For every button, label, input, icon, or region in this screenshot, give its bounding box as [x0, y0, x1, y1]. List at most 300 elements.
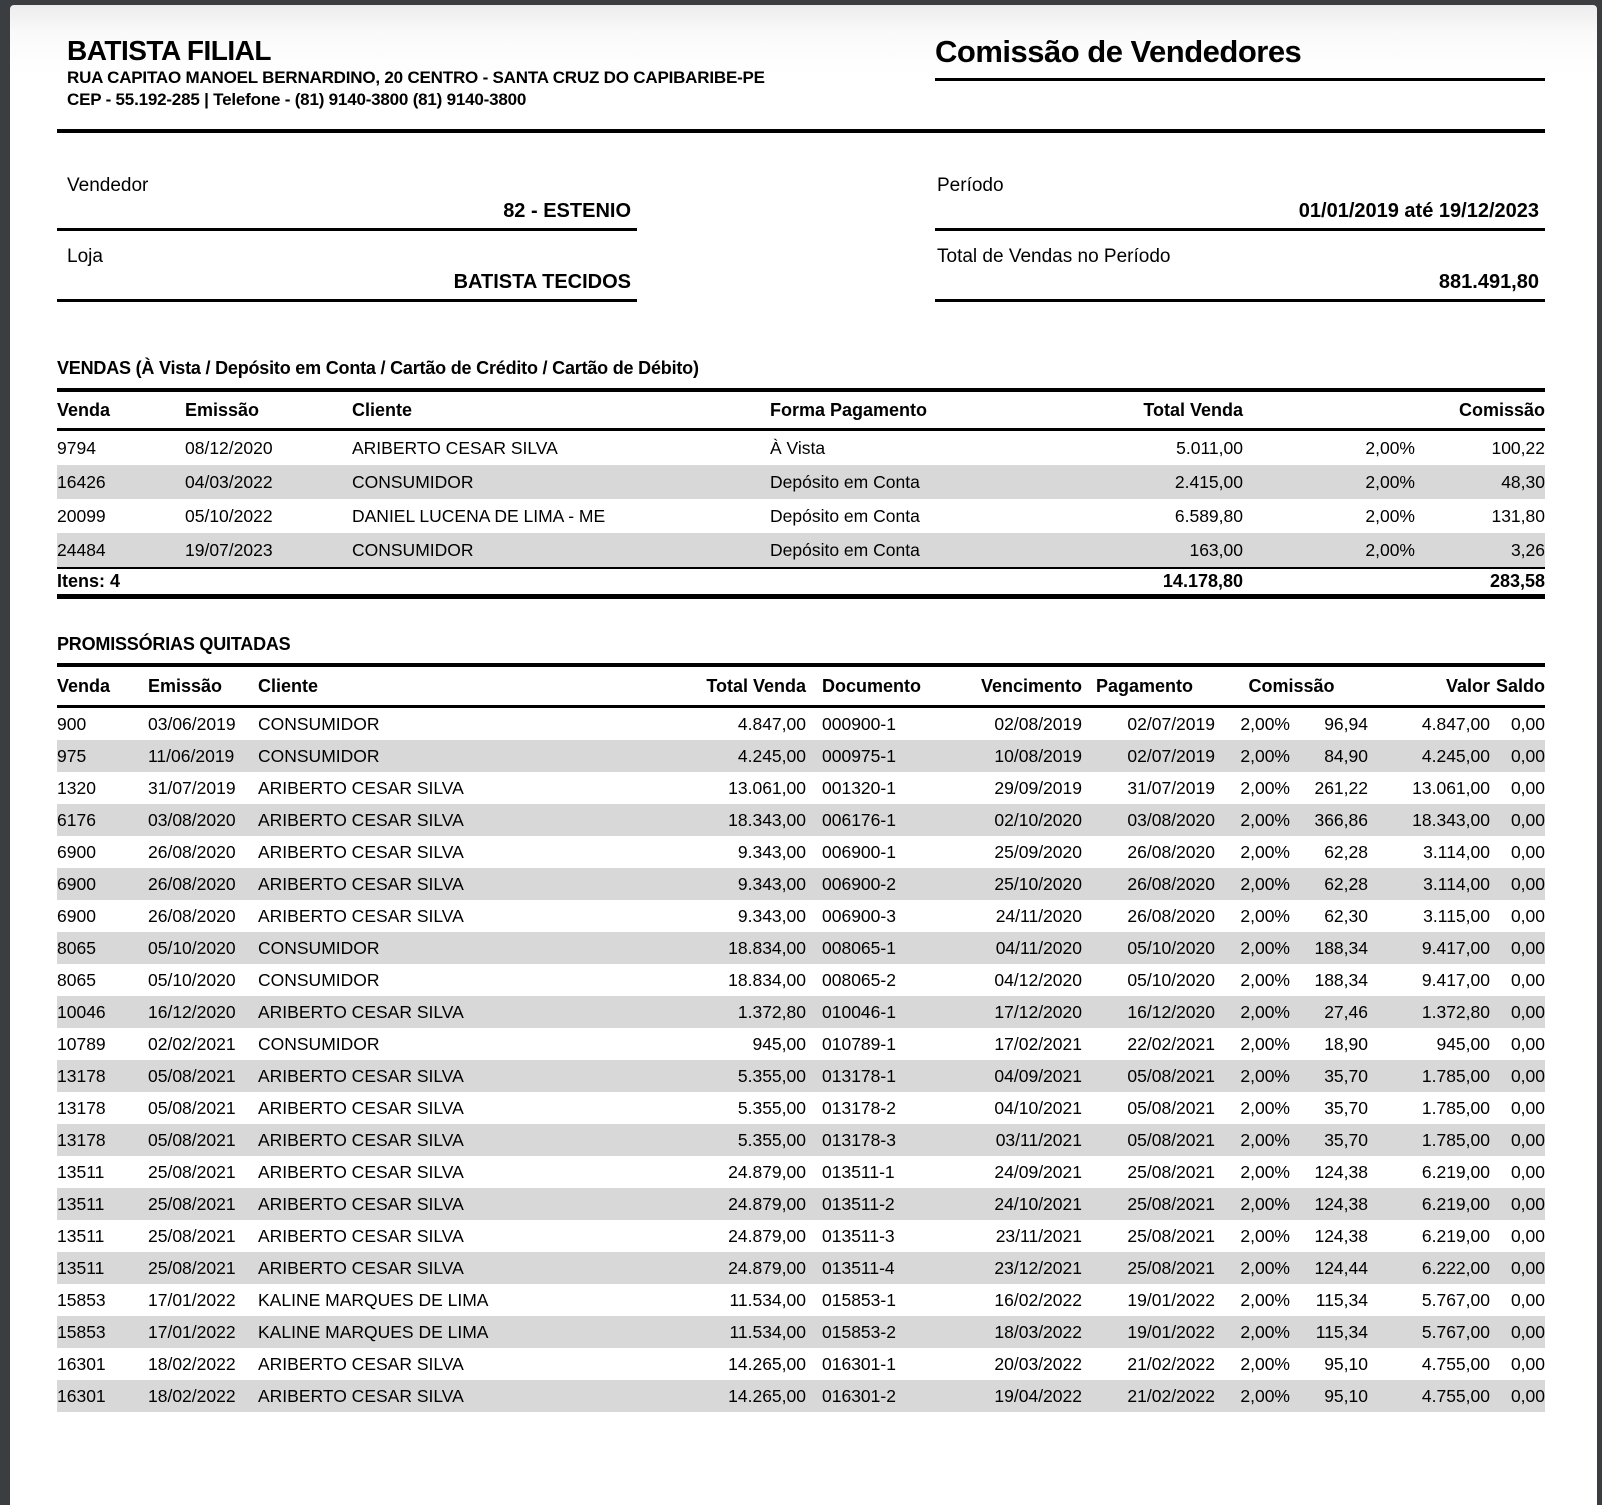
promissoria-row-cell: 2,00%	[1240, 1290, 1290, 1310]
promissoria-row-cell: 2,00%	[1240, 842, 1290, 862]
header-divider	[57, 129, 1545, 133]
promissoria-row-cell: 975	[57, 746, 87, 766]
promissoria-row-cell: 02/08/2019	[994, 714, 1082, 734]
promissoria-row-cell: ARIBERTO CESAR SILVA	[258, 1098, 464, 1118]
promissoria-row-cell: 6176	[57, 810, 96, 830]
promissoria-row-cell: 013511-3	[822, 1226, 895, 1246]
promissoria-row	[57, 772, 1545, 804]
promissoria-row-cell: 2,00%	[1240, 1002, 1290, 1022]
promissoria-row-cell: 006900-1	[822, 842, 896, 862]
promissoria-row	[57, 1348, 1545, 1380]
promissoria-row-cell: 18/02/2022	[148, 1354, 236, 1374]
promissoria-row-cell: 95,10	[1324, 1386, 1368, 1406]
vendas-row-cell: À Vista	[770, 438, 826, 458]
promissoria-row-cell: ARIBERTO CESAR SILVA	[258, 1162, 464, 1182]
total-vendas-label: Total de Vendas no Período	[937, 246, 1171, 267]
promissoria-row-cell: 900	[57, 714, 87, 734]
vendas-row-cell: 6.589,80	[1174, 506, 1243, 526]
promissoria-row-cell: 0,00	[1510, 746, 1545, 766]
promissoria-row-cell: 05/08/2021	[148, 1130, 236, 1150]
promissoria-row-cell: 010789-1	[822, 1034, 896, 1054]
prom-header-vencimento: Vencimento	[980, 675, 1082, 696]
vendas-row-cell: 04/03/2022	[185, 472, 273, 492]
promissoria-row-cell: 18/03/2022	[994, 1322, 1082, 1342]
promissoria-row-cell: 3.115,00	[1423, 906, 1490, 926]
promissoria-row-cell: 2,00%	[1240, 1226, 1290, 1246]
promissoria-row-cell: 1.785,00	[1421, 1130, 1490, 1150]
promissoria-row-cell: 16301	[57, 1386, 106, 1406]
promissoria-row-cell: 17/02/2021	[994, 1034, 1082, 1054]
promissoria-row-cell: 03/08/2020	[148, 810, 236, 830]
promissoria-row-cell: 1320	[57, 778, 96, 798]
promissoria-row-cell: 02/10/2020	[994, 810, 1082, 830]
vendas-row-cell: 2,00%	[1365, 506, 1415, 526]
loja-label: Loja	[67, 246, 103, 267]
promissoria-row-cell: 02/07/2019	[1127, 746, 1215, 766]
promissoria-row-cell: CONSUMIDOR	[258, 746, 380, 766]
promissoria-row-cell: 05/08/2021	[148, 1098, 236, 1118]
promissoria-row-cell: 18.834,00	[728, 938, 806, 958]
report-title: Comissão de Vendedores	[935, 34, 1302, 69]
promissoria-row-cell: 9.417,00	[1421, 970, 1490, 990]
promissoria-row-cell: 24/09/2021	[994, 1162, 1082, 1182]
promissoria-row-cell: 0,00	[1510, 1386, 1545, 1406]
promissoria-row-cell: 000900-1	[822, 714, 896, 734]
promissoria-row-cell: 115,34	[1315, 1290, 1368, 1310]
vendas-bottom-rule	[57, 594, 1545, 599]
vendas-header-forma-pagamento: Forma Pagamento	[770, 399, 928, 420]
vendas-row-cell: Depósito em Conta	[770, 506, 920, 526]
promissoria-row-cell: 17/12/2020	[994, 1002, 1082, 1022]
promissoria-row-cell: 0,00	[1510, 1322, 1545, 1342]
prom-header-cliente: Cliente	[258, 675, 319, 696]
promissoria-row-cell: 115,34	[1315, 1322, 1368, 1342]
promissoria-row-cell: 05/10/2020	[1127, 938, 1215, 958]
report-title-block	[935, 35, 1545, 81]
promissoria-row-cell: 261,22	[1314, 778, 1368, 798]
promissoria-row-cell: 19/04/2022	[994, 1386, 1082, 1406]
promissoria-row-cell: 0,00	[1510, 778, 1545, 798]
promissoria-row-cell: 0,00	[1510, 1290, 1545, 1310]
summary-fields	[57, 170, 1545, 320]
promissoria-row	[57, 996, 1545, 1028]
vendas-section-title: VENDAS (À Vista / Depósito em Conta / Cartão de Crédito / Cartão de Débito)	[57, 358, 699, 378]
vendas-row-cell: 16426	[57, 472, 106, 492]
promissoria-row-cell: 27,46	[1324, 1002, 1368, 1022]
promissoria-row-cell: 31/07/2019	[1127, 778, 1215, 798]
promissoria-row-cell: 96,94	[1324, 714, 1368, 734]
promissoria-row-cell: 0,00	[1510, 906, 1545, 926]
vendas-row-cell: ARIBERTO CESAR SILVA	[352, 438, 558, 458]
promissoria-row-cell: 124,38	[1314, 1162, 1368, 1182]
promissorias-section-title: PROMISSÓRIAS QUITADAS	[57, 634, 291, 654]
vendas-row-cell: CONSUMIDOR	[352, 472, 474, 492]
promissoria-row-cell: 24.879,00	[728, 1226, 806, 1246]
total-vendas-value: 881.491,80	[1438, 271, 1539, 293]
promissoria-row	[57, 1284, 1545, 1316]
promissoria-row-cell: 188,34	[1314, 938, 1368, 958]
promissoria-row-cell: 24.879,00	[728, 1258, 806, 1278]
promissoria-row-cell: 008065-1	[822, 938, 896, 958]
promissoria-row-cell: 18.343,00	[728, 810, 806, 830]
promissoria-row-cell: 2,00%	[1240, 1130, 1290, 1150]
vendas-row-cell: 19/07/2023	[185, 540, 273, 560]
promissoria-row-cell: 16/12/2020	[148, 1002, 236, 1022]
vendas-row-cell: CONSUMIDOR	[352, 540, 474, 560]
loja-underline	[57, 299, 637, 302]
promissoria-row-cell: 03/11/2021	[995, 1130, 1082, 1150]
promissoria-row-cell: 62,28	[1324, 842, 1368, 862]
promissoria-row-cell: 6900	[57, 874, 96, 894]
promissoria-row-cell: 13178	[57, 1066, 106, 1086]
company-name: BATISTA FILIAL	[67, 35, 271, 66]
promissoria-row	[57, 1156, 1545, 1188]
promissoria-row-cell: 366,86	[1314, 810, 1368, 830]
promissoria-row-cell: 25/08/2021	[148, 1226, 236, 1246]
periodo-label: Período	[937, 175, 1004, 196]
prom-header-venda: Venda	[57, 675, 111, 696]
promissoria-row-cell: 006176-1	[822, 810, 896, 830]
promissoria-row-cell: 10046	[57, 1002, 106, 1022]
promissoria-row-cell: 945,00	[1436, 1034, 1490, 1054]
promissoria-row-cell: 0,00	[1510, 1002, 1545, 1022]
promissoria-row-cell: 15853	[57, 1290, 106, 1310]
promissoria-row-cell: 18.834,00	[728, 970, 806, 990]
promissoria-row-cell: 2,00%	[1240, 1066, 1290, 1086]
promissoria-row-cell: 6.219,00	[1421, 1194, 1490, 1214]
promissoria-row-cell: 0,00	[1510, 970, 1545, 990]
promissoria-row	[57, 1028, 1545, 1060]
promissoria-row	[57, 1316, 1545, 1348]
promissoria-row-cell: 14.265,00	[728, 1386, 806, 1406]
promissoria-row-cell: 35,70	[1324, 1098, 1368, 1118]
promissoria-row-cell: 013511-2	[822, 1194, 895, 1214]
promissoria-row-cell: 2,00%	[1240, 778, 1290, 798]
promissoria-row-cell: 24/11/2020	[995, 906, 1082, 926]
report-content	[57, 5, 1545, 1505]
promissoria-row-cell: 13178	[57, 1098, 106, 1118]
promissoria-row-cell: 24.879,00	[728, 1162, 806, 1182]
promissoria-row-cell: 25/08/2021	[1127, 1194, 1215, 1214]
promissoria-row	[57, 900, 1545, 932]
promissoria-row	[57, 932, 1545, 964]
promissoria-row-cell: ARIBERTO CESAR SILVA	[258, 1386, 464, 1406]
promissoria-row-cell: 1.372,80	[1421, 1002, 1490, 1022]
vendas-comissao-sum: 283,58	[1489, 571, 1545, 591]
promissoria-row-cell: 02/07/2019	[1127, 714, 1215, 734]
promissoria-row-cell: 5.355,00	[737, 1098, 806, 1118]
vendas-row	[57, 533, 1545, 567]
promissoria-row-cell: ARIBERTO CESAR SILVA	[258, 778, 464, 798]
promissoria-row-cell: 2,00%	[1240, 1162, 1290, 1182]
vendas-row-cell: Depósito em Conta	[770, 540, 920, 560]
vendas-row-cell: 20099	[57, 506, 106, 526]
promissoria-row-cell: 6900	[57, 906, 96, 926]
promissoria-row-cell: 17/01/2022	[148, 1322, 236, 1342]
prom-header-total-venda: Total Venda	[706, 675, 806, 696]
promissoria-row	[57, 1252, 1545, 1284]
promissoria-row-cell: 13511	[57, 1194, 105, 1214]
report-page	[10, 5, 1597, 1505]
vendas-section	[57, 357, 1545, 599]
promissoria-row-cell: 4.245,00	[737, 746, 806, 766]
promissoria-row-cell: 16/12/2020	[1127, 1002, 1215, 1022]
promissoria-row-cell: 6.222,00	[1421, 1258, 1490, 1278]
promissoria-row-cell: 2,00%	[1240, 714, 1290, 734]
promissoria-row-cell: 013178-3	[822, 1130, 896, 1150]
promissoria-row	[57, 1220, 1545, 1252]
promissoria-row-cell: 8065	[57, 938, 96, 958]
company-header	[67, 35, 927, 111]
total-vendas-underline	[935, 299, 1545, 302]
promissoria-row-cell: 013178-2	[822, 1098, 896, 1118]
vendas-row-cell: 3,26	[1510, 540, 1545, 560]
promissoria-row-cell: 04/09/2021	[994, 1066, 1082, 1086]
promissoria-row-cell: 25/08/2021	[1127, 1226, 1215, 1246]
promissoria-row-cell: 24.879,00	[728, 1194, 806, 1214]
promissoria-row-cell: 2,00%	[1240, 874, 1290, 894]
promissoria-row-cell: 2,00%	[1240, 1354, 1290, 1374]
vendas-row-cell: 05/10/2022	[185, 506, 273, 526]
promissoria-row-cell: 13511	[57, 1258, 105, 1278]
company-address: RUA CAPITAO MANOEL BERNARDINO, 20 CENTRO - SANTA CRUZ DO CAPIBARIBE-PE	[67, 68, 765, 87]
promissoria-row-cell: 26/08/2020	[148, 906, 236, 926]
promissoria-row-cell: 21/02/2022	[1127, 1386, 1215, 1406]
promissoria-row-cell: ARIBERTO CESAR SILVA	[258, 810, 464, 830]
promissoria-row-cell: ARIBERTO CESAR SILVA	[258, 842, 464, 862]
promissoria-row-cell: 6.219,00	[1421, 1226, 1490, 1246]
vendas-table-body	[57, 431, 1545, 567]
promissoria-row-cell: 124,44	[1314, 1258, 1368, 1278]
vendas-row	[57, 431, 1545, 465]
promissoria-row-cell: 1.372,80	[737, 1002, 806, 1022]
promissoria-row-cell: 4.245,00	[1421, 746, 1490, 766]
promissoria-row-cell: 62,28	[1324, 874, 1368, 894]
promissoria-row-cell: 05/08/2021	[1127, 1130, 1215, 1150]
promissoria-row-cell: 25/08/2021	[148, 1258, 236, 1278]
vendas-row-cell: 24484	[57, 540, 106, 560]
promissoria-row-cell: KALINE MARQUES DE LIMA	[258, 1322, 489, 1342]
promissoria-row-cell: 17/01/2022	[148, 1290, 236, 1310]
promissoria-row-cell: 015853-2	[822, 1322, 896, 1342]
vendas-row-cell: 131,80	[1491, 506, 1545, 526]
promissoria-row-cell: 8065	[57, 970, 96, 990]
periodo-value: 01/01/2019 até 19/12/2023	[1298, 200, 1539, 222]
promissoria-row-cell: 26/08/2020	[148, 842, 236, 862]
promissoria-row-cell: 1.785,00	[1421, 1066, 1490, 1086]
promissoria-row-cell: 05/08/2021	[1127, 1066, 1215, 1086]
promissoria-row	[57, 836, 1545, 868]
vendas-row-cell: 08/12/2020	[185, 438, 273, 458]
promissoria-row-cell: 29/09/2019	[994, 778, 1082, 798]
vendas-total-venda-sum: 14.178,80	[1162, 571, 1243, 591]
promissoria-row-cell: 0,00	[1510, 1194, 1545, 1214]
vendas-row	[57, 465, 1545, 499]
promissoria-row-cell: 3.114,00	[1423, 874, 1490, 894]
promissoria-row	[57, 708, 1545, 740]
promissoria-row-cell: 0,00	[1510, 1226, 1545, 1246]
promissoria-row-cell: 26/08/2020	[1127, 874, 1215, 894]
promissoria-row-cell: 2,00%	[1240, 1258, 1290, 1278]
promissoria-row-cell: ARIBERTO CESAR SILVA	[258, 1354, 464, 1374]
vendedor-value: 82 - ESTENIO	[503, 200, 631, 222]
promissoria-row-cell: 04/11/2020	[995, 938, 1082, 958]
promissoria-row-cell: 25/08/2021	[148, 1162, 236, 1182]
promissoria-row-cell: 95,10	[1324, 1354, 1368, 1374]
vendas-row-cell: DANIEL LUCENA DE LIMA - ME	[352, 506, 606, 526]
prom-header-documento: Documento	[822, 675, 921, 696]
company-cep-phone: CEP - 55.192-285 | Telefone - (81) 9140-3800 (81) 9140-3800	[67, 90, 527, 109]
vendas-items-count: Itens: 4	[57, 571, 121, 591]
promissoria-row-cell: CONSUMIDOR	[258, 970, 380, 990]
promissoria-row-cell: 013511-1	[822, 1162, 895, 1182]
promissoria-row-cell: 2,00%	[1240, 970, 1290, 990]
promissoria-row-cell: 2,00%	[1240, 1098, 1290, 1118]
vendas-row-cell: Depósito em Conta	[770, 472, 920, 492]
vendas-row-cell: 100,22	[1491, 438, 1545, 458]
vendas-row	[57, 499, 1545, 533]
promissoria-row	[57, 964, 1545, 996]
promissoria-row-cell: 18.343,00	[1412, 810, 1490, 830]
promissorias-table-header	[57, 667, 1545, 705]
promissoria-row-cell: 9.343,00	[737, 874, 806, 894]
promissoria-row-cell: KALINE MARQUES DE LIMA	[258, 1290, 489, 1310]
promissoria-row-cell: 14.265,00	[728, 1354, 806, 1374]
vendas-row-cell: 48,30	[1501, 472, 1545, 492]
vendas-header-total-venda: Total Venda	[1143, 399, 1243, 420]
vendedor-underline	[57, 228, 637, 231]
vendas-table-header	[57, 392, 1545, 428]
promissoria-row-cell: 0,00	[1510, 1098, 1545, 1118]
prom-header-emissao: Emissão	[148, 675, 223, 696]
promissoria-row-cell: 9.343,00	[737, 906, 806, 926]
promissoria-row-cell: 13.061,00	[728, 778, 806, 798]
promissoria-row-cell: 9.417,00	[1421, 938, 1490, 958]
promissoria-row-cell: 10789	[57, 1034, 106, 1054]
promissoria-row-cell: 2,00%	[1240, 746, 1290, 766]
promissoria-row-cell: 35,70	[1324, 1130, 1368, 1150]
promissoria-row-cell: ARIBERTO CESAR SILVA	[258, 1258, 464, 1278]
promissoria-row-cell: 4.755,00	[1421, 1354, 1490, 1374]
promissoria-row-cell: 03/08/2020	[1127, 810, 1215, 830]
promissoria-row	[57, 804, 1545, 836]
promissoria-row-cell: 5.767,00	[1421, 1290, 1490, 1310]
promissoria-row-cell: ARIBERTO CESAR SILVA	[258, 1194, 464, 1214]
promissoria-row-cell: 4.847,00	[1421, 714, 1490, 734]
promissoria-row-cell: 0,00	[1510, 810, 1545, 830]
promissoria-row-cell: 188,34	[1314, 970, 1368, 990]
promissoria-row-cell: 013511-4	[822, 1258, 895, 1278]
promissoria-row-cell: 945,00	[752, 1034, 806, 1054]
promissoria-row-cell: 20/03/2022	[994, 1354, 1082, 1374]
promissoria-row-cell: 0,00	[1510, 938, 1545, 958]
vendas-row-cell: 5.011,00	[1176, 438, 1243, 458]
promissoria-row-cell: 15853	[57, 1322, 106, 1342]
vendas-row-cell: 2.415,00	[1174, 472, 1243, 492]
promissoria-row-cell: 02/02/2021	[148, 1034, 236, 1054]
promissoria-row	[57, 868, 1545, 900]
promissoria-row-cell: 23/12/2021	[994, 1258, 1082, 1278]
promissoria-row-cell: 2,00%	[1240, 906, 1290, 926]
promissoria-row-cell: 006900-3	[822, 906, 896, 926]
vendas-header-comissao: Comissão	[1458, 399, 1545, 420]
promissoria-row-cell: 0,00	[1510, 1034, 1545, 1054]
promissoria-row-cell: ARIBERTO CESAR SILVA	[258, 874, 464, 894]
promissoria-row-cell: 4.847,00	[737, 714, 806, 734]
promissoria-row-cell: 0,00	[1510, 874, 1545, 894]
promissoria-row-cell: 22/02/2021	[1127, 1034, 1215, 1054]
promissoria-row-cell: CONSUMIDOR	[258, 1034, 380, 1054]
promissoria-row-cell: 26/08/2020	[148, 874, 236, 894]
loja-value: BATISTA TECIDOS	[453, 271, 631, 293]
promissoria-row-cell: 0,00	[1510, 714, 1545, 734]
promissoria-row-cell: 013178-1	[822, 1066, 896, 1086]
promissoria-row-cell: 000975-1	[822, 746, 896, 766]
promissoria-row-cell: 0,00	[1510, 1066, 1545, 1086]
prom-header-comissao: Comissão	[1248, 675, 1335, 696]
prom-header-pagamento: Pagamento	[1096, 675, 1194, 696]
promissoria-row-cell: 24/10/2021	[994, 1194, 1082, 1214]
promissoria-row-cell: CONSUMIDOR	[258, 714, 380, 734]
promissoria-row-cell: 016301-2	[822, 1386, 896, 1406]
promissoria-row-cell: 05/08/2021	[1127, 1098, 1215, 1118]
promissoria-row	[57, 1060, 1545, 1092]
promissoria-row-cell: 0,00	[1510, 842, 1545, 862]
promissoria-row-cell: 4.755,00	[1421, 1386, 1490, 1406]
promissoria-row-cell: 19/01/2022	[1127, 1322, 1215, 1342]
promissoria-row-cell: 18/02/2022	[148, 1386, 236, 1406]
vendas-row-cell: 2,00%	[1365, 540, 1415, 560]
promissoria-row-cell: 5.355,00	[737, 1130, 806, 1150]
promissoria-row	[57, 1380, 1545, 1412]
promissoria-row-cell: 3.114,00	[1423, 842, 1490, 862]
promissoria-row-cell: 010046-1	[822, 1002, 896, 1022]
promissorias-section	[57, 633, 1545, 1412]
promissoria-row-cell: 13511	[57, 1162, 105, 1182]
promissoria-row-cell: 006900-2	[822, 874, 896, 894]
promissoria-row-cell: 0,00	[1510, 1162, 1545, 1182]
promissoria-row-cell: 13.061,00	[1412, 778, 1490, 798]
promissoria-row-cell: 016301-1	[822, 1354, 896, 1374]
promissoria-row-cell: 31/07/2019	[148, 778, 236, 798]
promissoria-row	[57, 1124, 1545, 1156]
promissoria-row-cell: 1.785,00	[1421, 1098, 1490, 1118]
promissoria-row-cell: 25/10/2020	[994, 874, 1082, 894]
promissoria-row-cell: 0,00	[1510, 1130, 1545, 1150]
prom-header-saldo: Saldo	[1495, 675, 1545, 696]
vendas-row-cell: 2,00%	[1365, 472, 1415, 492]
promissoria-row-cell: 015853-1	[822, 1290, 896, 1310]
promissoria-row-cell: ARIBERTO CESAR SILVA	[258, 1226, 464, 1246]
promissoria-row-cell: 25/09/2020	[994, 842, 1082, 862]
promissoria-row	[57, 1092, 1545, 1124]
promissoria-row-cell: 6900	[57, 842, 96, 862]
promissoria-row-cell: 23/11/2021	[995, 1226, 1082, 1246]
promissoria-row-cell: ARIBERTO CESAR SILVA	[258, 1130, 464, 1150]
promissoria-row-cell: 21/02/2022	[1127, 1354, 1215, 1374]
promissoria-row-cell: 2,00%	[1240, 1034, 1290, 1054]
promissoria-row-cell: 25/08/2021	[1127, 1162, 1215, 1182]
vendas-row-cell: 163,00	[1189, 540, 1243, 560]
promissoria-row-cell: 13511	[57, 1226, 105, 1246]
promissoria-row-cell: 16/02/2022	[994, 1290, 1082, 1310]
promissoria-row-cell: 04/12/2020	[994, 970, 1082, 990]
promissoria-row-cell: ARIBERTO CESAR SILVA	[258, 1066, 464, 1086]
promissoria-row-cell: 26/08/2020	[1127, 842, 1215, 862]
promissoria-row-cell: 9.343,00	[737, 842, 806, 862]
promissoria-row-cell: 124,38	[1314, 1226, 1368, 1246]
promissoria-row-cell: 11.534,00	[729, 1322, 806, 1342]
